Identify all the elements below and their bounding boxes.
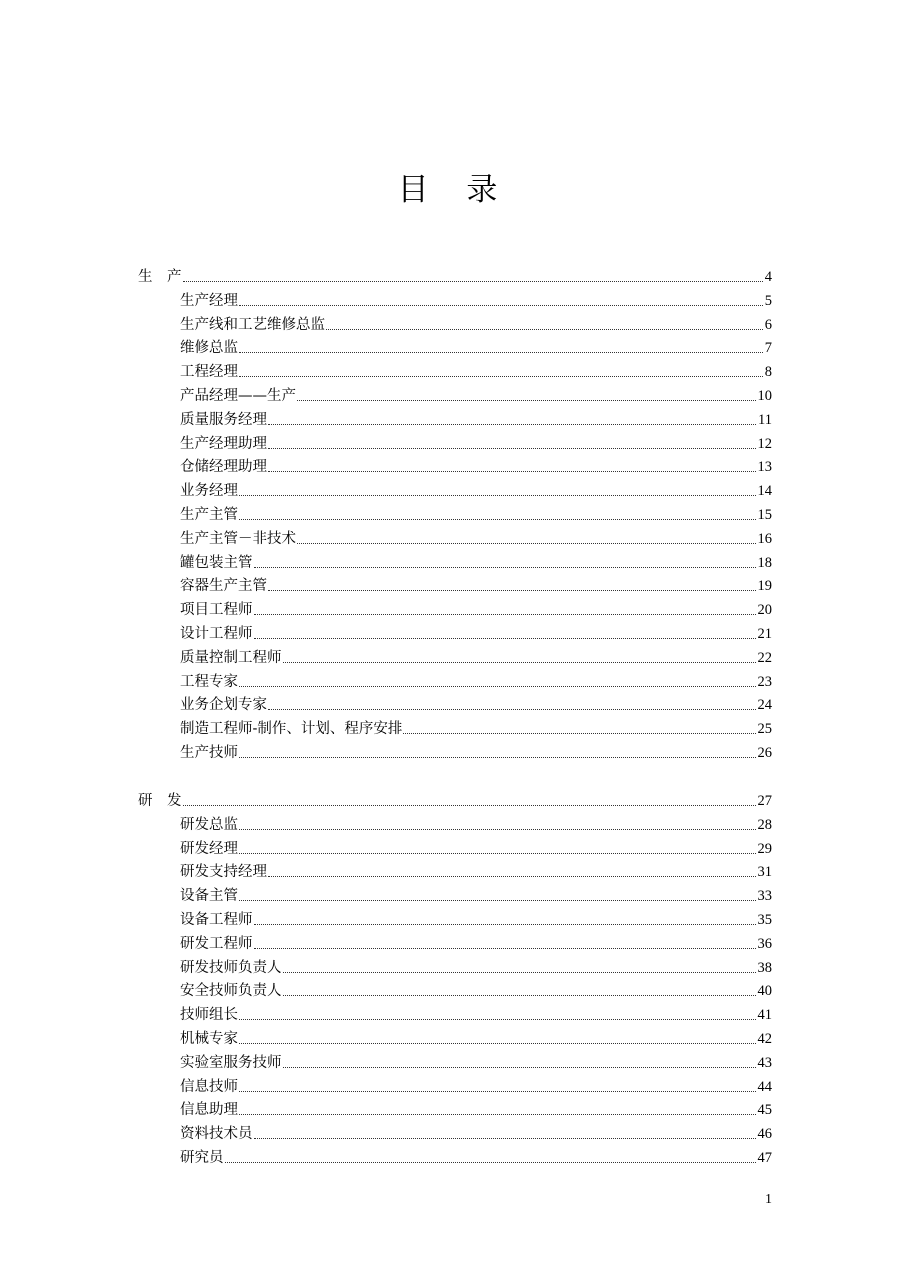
toc-entry-label: 资料技术员 xyxy=(180,1126,253,1142)
dot-leader xyxy=(268,875,756,877)
toc-entry[interactable] xyxy=(180,1000,772,1024)
toc-entry-page: 45 xyxy=(757,1102,772,1118)
dot-leader xyxy=(403,732,755,734)
toc-entry[interactable] xyxy=(180,1072,772,1096)
toc-entry-label: 容器生产主管 xyxy=(180,578,267,594)
toc-entry-page: 33 xyxy=(757,888,772,904)
toc-entry-label: 生产经理 xyxy=(180,293,238,309)
toc-entry[interactable] xyxy=(180,452,772,476)
dot-leader xyxy=(254,947,756,949)
toc-entry-page: 27 xyxy=(757,793,772,809)
toc-entry-label: 研究员 xyxy=(180,1150,224,1166)
dot-leader xyxy=(183,804,756,806)
dot-leader xyxy=(239,685,756,687)
toc-entry-page: 38 xyxy=(757,960,772,976)
toc-entry[interactable] xyxy=(180,476,772,500)
toc-entry[interactable] xyxy=(180,595,772,619)
toc-entry[interactable] xyxy=(180,1143,772,1167)
toc-entry[interactable] xyxy=(180,1095,772,1119)
toc-entry-label: 安全技师负责人 xyxy=(180,983,282,999)
toc-entry-label: 质量服务经理 xyxy=(180,412,267,428)
toc-entry-label: 设备主管 xyxy=(180,888,238,904)
dot-leader xyxy=(239,518,756,520)
dot-leader xyxy=(239,351,763,353)
toc-entry-label: 研发经理 xyxy=(180,841,238,857)
dot-leader xyxy=(268,589,756,591)
toc-entry-label: 实验室服务技师 xyxy=(180,1055,282,1071)
dot-leader xyxy=(254,923,756,925)
toc-entry[interactable] xyxy=(180,381,772,405)
toc-entry-page: 23 xyxy=(757,674,772,690)
toc-entry-label: 生产经理助理 xyxy=(180,436,267,452)
toc-entry[interactable] xyxy=(180,548,772,572)
toc-entry-page: 21 xyxy=(757,626,772,642)
toc-entry-page: 12 xyxy=(757,436,772,452)
toc-entry[interactable] xyxy=(180,333,772,357)
toc-entry-page: 26 xyxy=(757,745,772,761)
toc-entry-label: 设备工程师 xyxy=(180,912,253,928)
dot-leader xyxy=(254,637,756,639)
toc-entry[interactable] xyxy=(180,643,772,667)
toc-entry-page: 29 xyxy=(757,841,772,857)
toc-entry[interactable] xyxy=(180,976,772,1000)
dot-leader xyxy=(297,542,756,544)
dot-leader xyxy=(239,828,756,830)
page-number: 1 xyxy=(765,1192,772,1207)
toc-entry-label: 生 产 xyxy=(138,269,182,285)
toc-entry-label: 设计工程师 xyxy=(180,626,253,642)
toc-entry-label: 产品经理——生产 xyxy=(180,388,296,404)
toc-entry[interactable] xyxy=(180,929,772,953)
toc-entry-page: 14 xyxy=(757,483,772,499)
toc-entry-page: 10 xyxy=(757,388,772,404)
toc-section-heading[interactable] xyxy=(138,786,772,810)
toc-entry-label: 业务企划专家 xyxy=(180,697,267,713)
toc-entry[interactable] xyxy=(180,881,772,905)
toc-entry[interactable] xyxy=(180,429,772,453)
toc-entry-page: 40 xyxy=(757,983,772,999)
dot-leader xyxy=(268,708,756,710)
toc-entry-label: 生产技师 xyxy=(180,745,238,761)
toc-entry-label: 工程专家 xyxy=(180,674,238,690)
dot-leader xyxy=(254,566,756,568)
dot-leader xyxy=(254,613,756,615)
toc-entry-page: 5 xyxy=(764,293,772,309)
toc-entry-page: 35 xyxy=(757,912,772,928)
dot-leader xyxy=(268,447,756,449)
toc-entry-label: 研发支持经理 xyxy=(180,864,267,880)
toc-entry[interactable] xyxy=(180,310,772,334)
dot-leader xyxy=(283,994,756,996)
toc-entry[interactable] xyxy=(180,571,772,595)
toc-entry-page: 25 xyxy=(757,721,772,737)
toc-entry-label: 信息助理 xyxy=(180,1102,238,1118)
toc-entry[interactable] xyxy=(180,619,772,643)
dot-leader xyxy=(326,328,763,330)
toc-entry[interactable] xyxy=(180,953,772,977)
toc-entry-label: 制造工程师-制作、计划、程序安排 xyxy=(180,721,403,737)
dot-leader xyxy=(239,1090,756,1092)
toc-entry[interactable] xyxy=(180,1119,772,1143)
toc-entry-label: 维修总监 xyxy=(180,340,238,356)
toc-entry-page: 7 xyxy=(764,340,772,356)
toc-entry-label: 信息技师 xyxy=(180,1079,238,1095)
dot-leader xyxy=(183,280,763,282)
toc-entry-label: 生产主管 xyxy=(180,507,238,523)
toc-entry-page: 11 xyxy=(758,412,772,428)
toc-entry[interactable] xyxy=(180,905,772,929)
toc-entry-page: 16 xyxy=(757,531,772,547)
toc-entry[interactable] xyxy=(180,286,772,310)
dot-leader xyxy=(268,423,756,425)
dot-leader xyxy=(268,470,756,472)
toc-entry-page: 20 xyxy=(757,602,772,618)
toc-entry-label: 研发总监 xyxy=(180,817,238,833)
toc-entry-label: 仓储经理助理 xyxy=(180,459,267,475)
toc-entry-label: 研发工程师 xyxy=(180,936,253,952)
toc-entry-page: 46 xyxy=(757,1126,772,1142)
toc-entry-page: 31 xyxy=(757,864,772,880)
toc-entry-page: 47 xyxy=(757,1150,772,1166)
toc-entry-label: 罐包装主管 xyxy=(180,555,253,571)
toc-entry-label: 研 发 xyxy=(138,793,182,809)
toc-entry-page: 4 xyxy=(764,269,772,285)
toc-entry-page: 43 xyxy=(757,1055,772,1071)
toc-entry[interactable] xyxy=(180,357,772,381)
toc-entry-label: 业务经理 xyxy=(180,483,238,499)
toc-entry[interactable] xyxy=(180,667,772,691)
toc-entry-page: 15 xyxy=(757,507,772,523)
dot-leader xyxy=(283,661,756,663)
dot-leader xyxy=(239,756,756,758)
page-title: 目 录 xyxy=(397,172,512,208)
toc-entry-page: 13 xyxy=(757,459,772,475)
dot-leader xyxy=(225,1161,756,1163)
dot-leader xyxy=(239,304,763,306)
toc-entry-page: 28 xyxy=(757,817,772,833)
dot-leader xyxy=(297,399,756,401)
toc-entry-page: 24 xyxy=(757,697,772,713)
toc-entry-page: 44 xyxy=(757,1079,772,1095)
toc-entry-label: 生产主管－非技术 xyxy=(180,531,296,547)
toc-entry-page: 22 xyxy=(757,650,772,666)
toc-entry-label: 研发技师负责人 xyxy=(180,960,282,976)
toc-entry-page: 36 xyxy=(757,936,772,952)
toc-entry-page: 6 xyxy=(764,317,772,333)
toc-entry[interactable] xyxy=(180,810,772,834)
dot-leader xyxy=(239,852,756,854)
toc-entry[interactable] xyxy=(180,834,772,858)
toc-entry[interactable] xyxy=(180,1024,772,1048)
toc-entry[interactable] xyxy=(180,738,772,762)
toc-entry[interactable] xyxy=(180,690,772,714)
dot-leader xyxy=(283,1066,756,1068)
toc-section-heading[interactable] xyxy=(138,262,772,286)
toc-entry-label: 机械专家 xyxy=(180,1031,238,1047)
dot-leader xyxy=(239,899,756,901)
dot-leader xyxy=(283,971,756,973)
toc-entry-page: 8 xyxy=(764,364,772,380)
toc-entry[interactable] xyxy=(180,714,772,738)
toc-entry-page: 18 xyxy=(757,555,772,571)
dot-leader xyxy=(239,375,763,377)
toc-entry[interactable] xyxy=(180,405,772,429)
toc-entry-page: 19 xyxy=(757,578,772,594)
dot-leader xyxy=(239,1042,756,1044)
toc-entry-label: 技师组长 xyxy=(180,1007,238,1023)
toc-entry-label: 质量控制工程师 xyxy=(180,650,282,666)
toc-entry-label: 生产线和工艺维修总监 xyxy=(180,317,325,333)
toc-entry[interactable] xyxy=(180,500,772,524)
toc-entry-page: 42 xyxy=(757,1031,772,1047)
toc-entry[interactable] xyxy=(180,857,772,881)
dot-leader xyxy=(239,494,756,496)
dot-leader xyxy=(254,1137,756,1139)
toc-entry[interactable] xyxy=(180,524,772,548)
toc-entry-page: 41 xyxy=(757,1007,772,1023)
dot-leader xyxy=(239,1018,756,1020)
toc-entry-label: 工程经理 xyxy=(180,364,238,380)
toc-entry-label: 项目工程师 xyxy=(180,602,253,618)
toc-entry[interactable] xyxy=(180,1048,772,1072)
dot-leader xyxy=(239,1113,756,1115)
